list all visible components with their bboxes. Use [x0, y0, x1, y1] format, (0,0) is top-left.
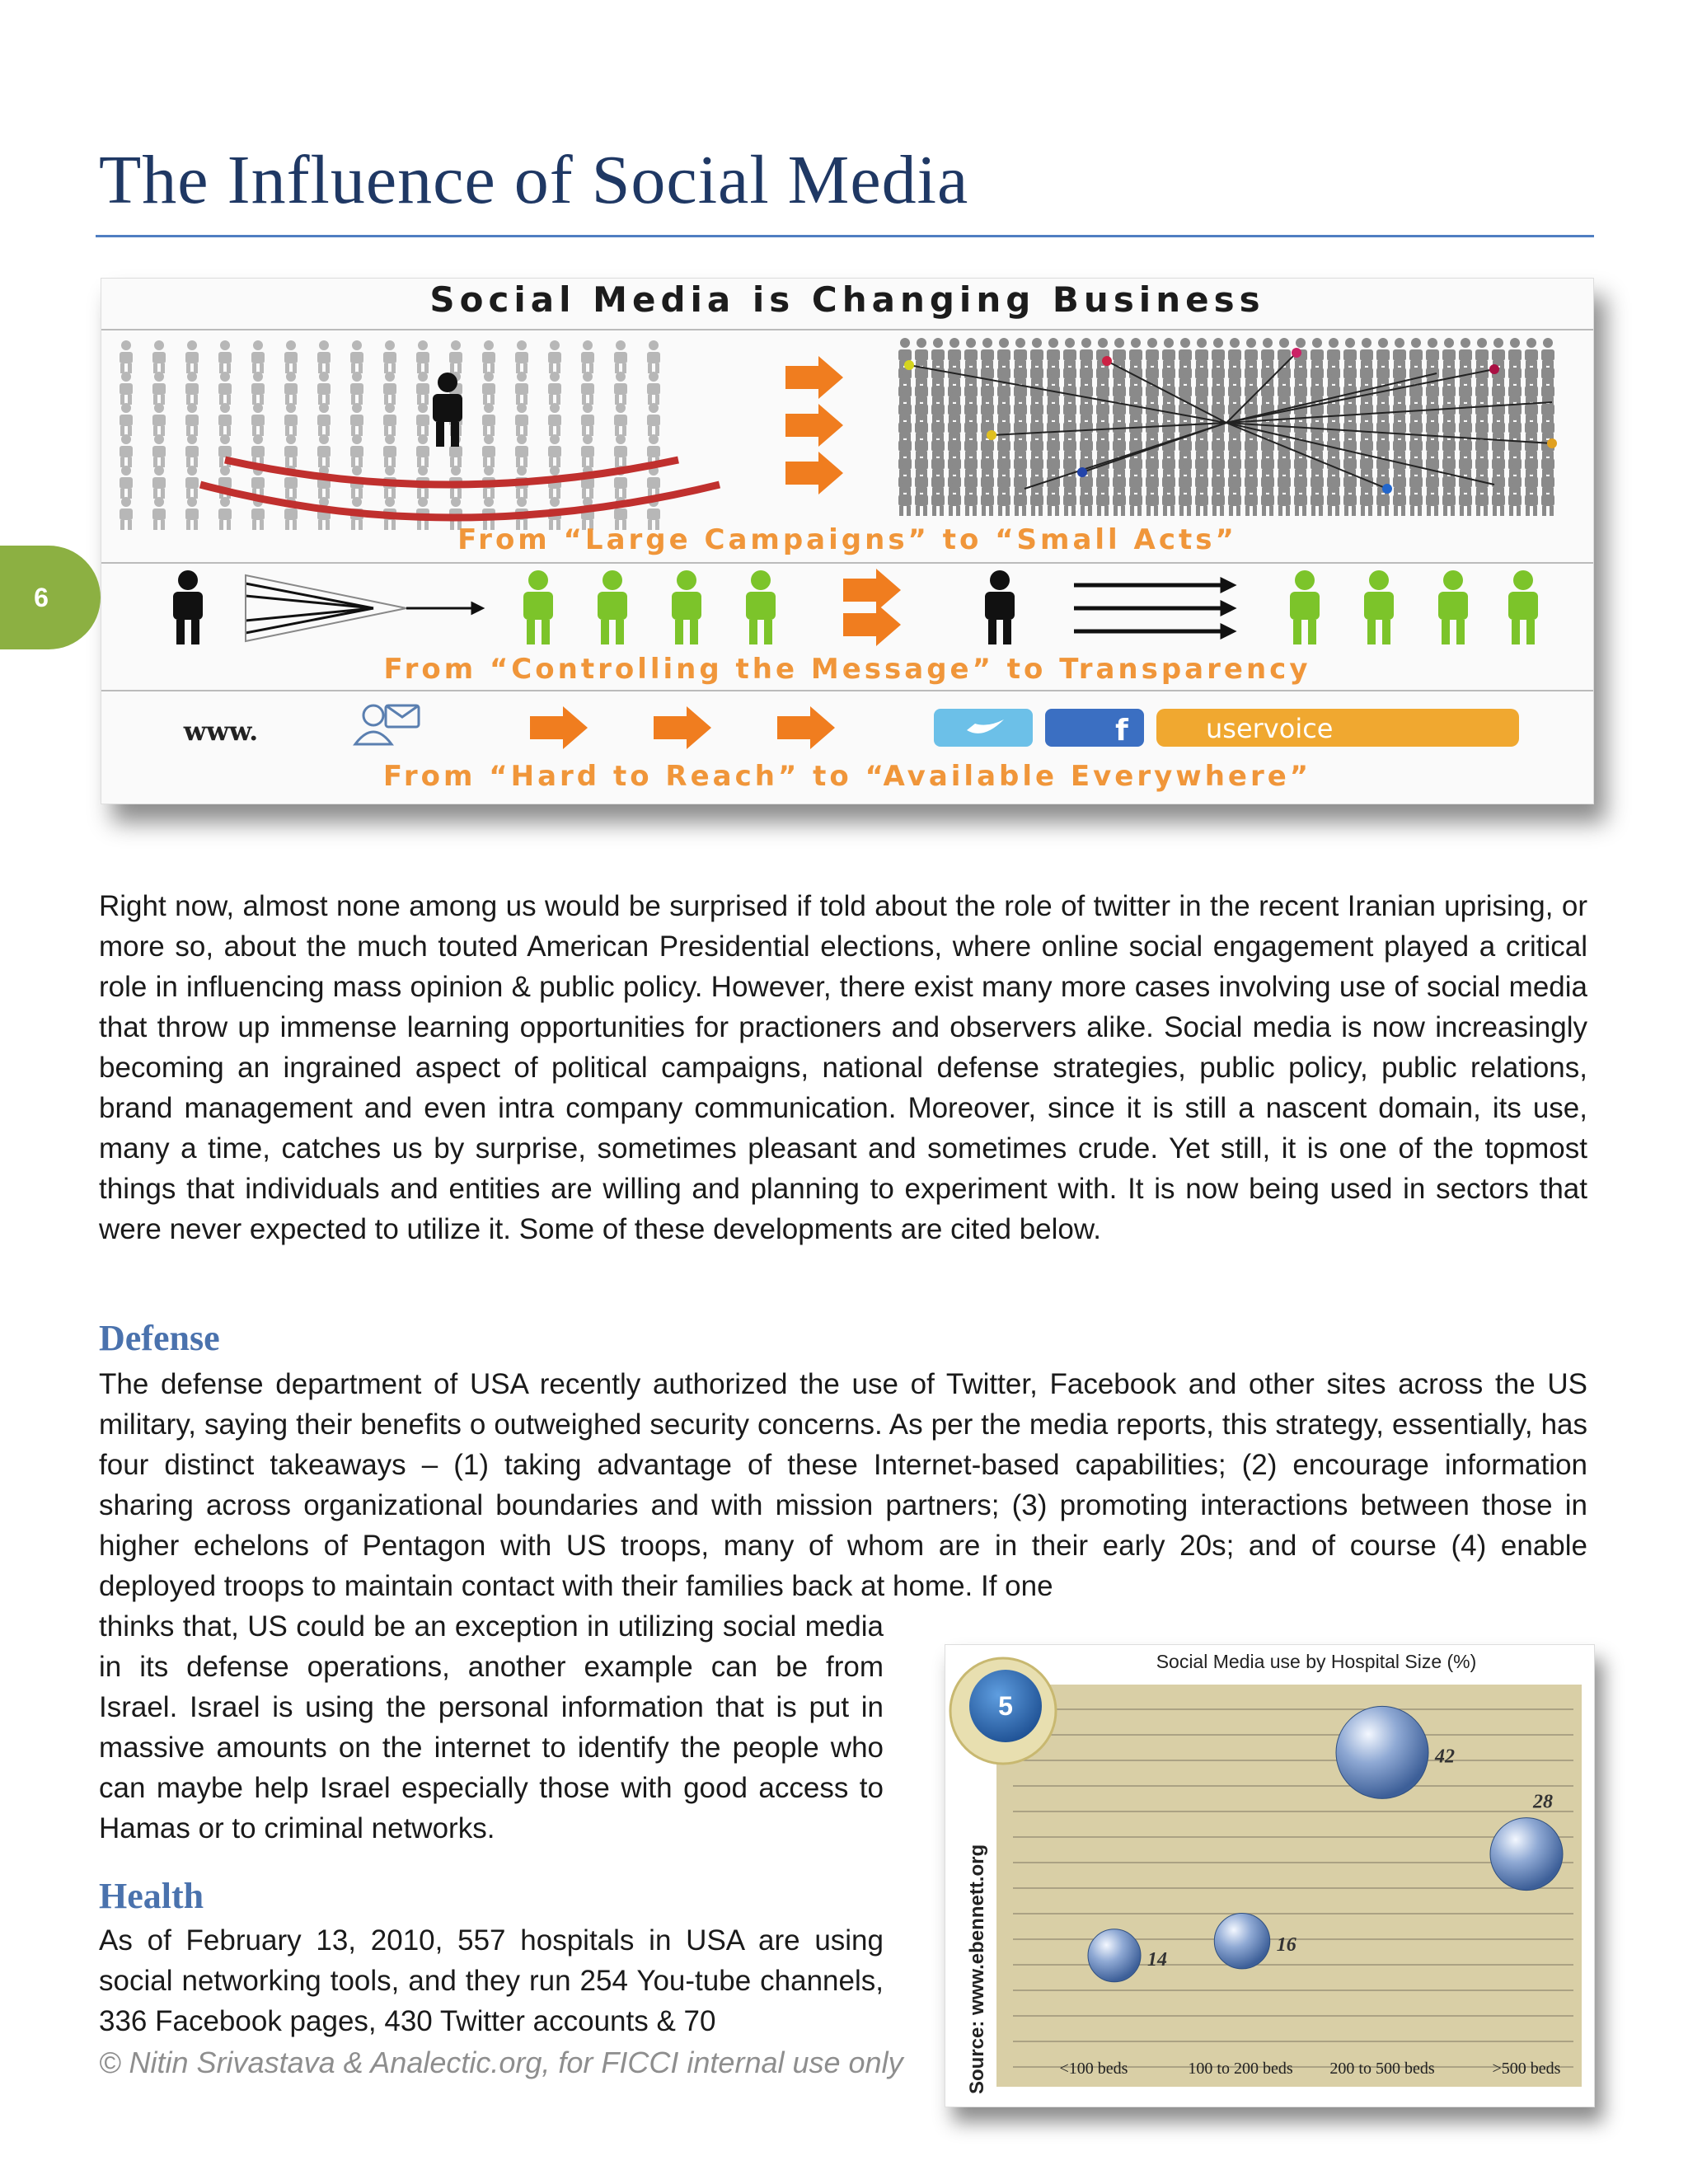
intro-paragraph: Right now, almost none among us would be surprised if told about the role of twitter in the recent Iranian uprising, or more so, about the much touted American Presidential elections, where online social engagement played a critical role in influencing mass opinion & public policy. However, there exist many more cases involving use of social media that throw up immense learning opportunities for practioners and observers alike. Social media is now increasingly becoming an ingrained aspect of political campaigns, national defense strategies, public policy, public relations, brand management and even intra company communication. Moreover, since it is still a nascent domain, its use, many a time, catches us by surprise, sometimes pleasant and sometimes crude. Yet still, it is one of the topmost things that individuals and entities are willing and planning to experiment with. It is now being used in sectors that were never expected to utilize it. Some of these developments are cited below. — [99, 890, 1587, 1245]
crowd-figures — [120, 340, 660, 530]
bubble-value-label: 42 — [1435, 1746, 1455, 1768]
audience-group-icon — [523, 570, 776, 644]
bubble-value-label: 14 — [1147, 1948, 1167, 1971]
row3-caption: From “Hard to Reach” to “Available Everywhere” — [382, 760, 1312, 793]
row3-arrows-icon — [530, 706, 835, 749]
row2-arrows-icon — [843, 569, 901, 646]
contact-mail-icon — [355, 705, 419, 744]
category-label: 100 to 200 beds — [1188, 2060, 1293, 2078]
bubble-0 — [1088, 1929, 1141, 1982]
transparent-figure-icon — [985, 570, 1015, 644]
title-divider — [96, 235, 1594, 237]
copyright-footer: © Nitin Srivastava & Analectic.org, for FICCI internal use only — [99, 2046, 903, 2079]
uservoice-text: uservoice — [1206, 713, 1334, 744]
bubble-1 — [1214, 1913, 1269, 1968]
health-heading: Health — [99, 1876, 204, 1916]
bubble-3 — [1490, 1818, 1563, 1891]
open-lines-icon — [1074, 580, 1232, 636]
plot-area — [996, 1685, 1582, 2087]
infographic-heading: Social Media is Changing Business — [429, 279, 1265, 320]
chart-badge-number: 5 — [998, 1691, 1013, 1721]
category-label: <100 beds — [1059, 2060, 1128, 2078]
audience-group-icon — [1290, 570, 1538, 644]
defense-paragraph: The defense department of USA recently authorized the use of Twitter, Facebook and other sites across the US military, saying their benefits o outweighed security concerns. As per the media reports, this strategy, essentially, has four distinct takeaways – (1) taking advantage of these Internet-based capabilities; (2) encourage information sharing across organizational boundaries and with mission partners; (3) promoting interactions between those in higher echelons of Pentagon with US troops, many of whom are in their early 20s; and of course (4) enable deployed troops to maintain contact with their families back at home. If one — [99, 1368, 1587, 1602]
category-label: 200 to 500 beds — [1329, 2060, 1435, 2078]
page-number-badge: 6 — [0, 546, 101, 649]
facebook-icon — [1045, 709, 1144, 747]
social-media-infographic — [101, 278, 1594, 804]
hospital-chart — [945, 1644, 1595, 2107]
row2-caption: From “Controlling the Message” to Transparency — [383, 653, 1311, 686]
infographic-svg — [101, 279, 1593, 804]
row1-caption: From “Large Campaigns” to “Small Acts” — [457, 523, 1237, 556]
www-icon: www. — [183, 715, 259, 747]
category-label: >500 beds — [1492, 2060, 1561, 2078]
defense-paragraph-continued: thinks that, US could be an exception in utilizing social media in its defense operations, another example can be from Israel. Israel is using the personal information that is put in massive amounts on the internet to identify the people who can maybe help Israel especially those with good access to Hamas or to criminal networks. — [99, 1610, 884, 1844]
filter-cone-icon — [246, 575, 482, 641]
network-crowd — [898, 338, 1554, 516]
chart-title: Social Media use by Hospital Size (%) — [1156, 1651, 1477, 1672]
health-paragraph: As of February 13, 2010, 557 hospitals in USA are using social networking tools, and they run 254 You-tube channels, 336 Facebook pages, 430 Twitter accounts & 70 — [99, 1924, 884, 2037]
facebook-letter: f — [1115, 714, 1128, 748]
bubble-2 — [1336, 1706, 1428, 1798]
page-title: The Influence of Social Media — [99, 142, 969, 218]
row1-arrows-icon — [785, 356, 843, 494]
bubble-value-label: 16 — [1276, 1934, 1296, 1957]
bubble-value-label: 28 — [1533, 1791, 1553, 1813]
controller-figure-icon — [173, 570, 203, 644]
defense-heading: Defense — [99, 1318, 220, 1358]
hospital-chart-svg — [945, 1645, 1594, 2107]
chart-source-label: Source: www.ebennett.org — [966, 1844, 988, 2094]
